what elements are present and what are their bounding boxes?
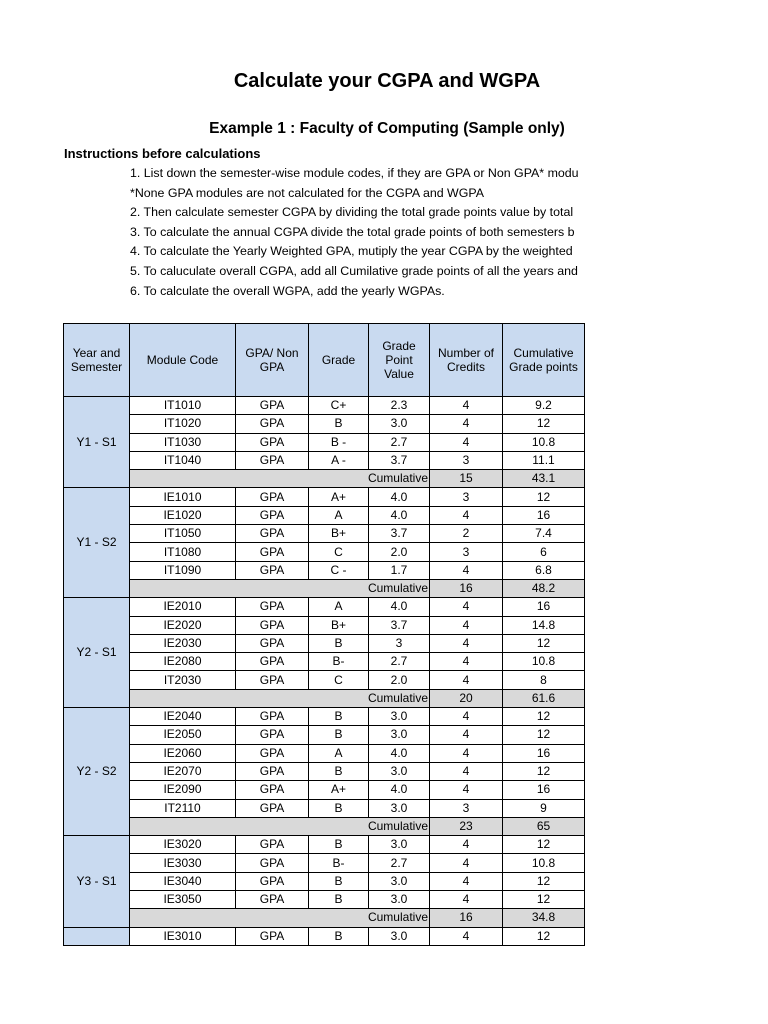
cell-credits: 4 (430, 891, 503, 909)
cell-module-code: IT1080 (130, 543, 236, 561)
cell-credits: 2 (430, 525, 503, 543)
table-row (64, 708, 585, 726)
cell-grade-point: 1.7 (369, 561, 430, 579)
cell-grade: A (309, 506, 369, 524)
cell-module-code: IT2030 (130, 671, 236, 689)
cell-grade: B (309, 762, 369, 780)
cell-module-code: IE1010 (130, 488, 236, 506)
cell-module-code: IE2050 (130, 726, 236, 744)
instruction-item: 6. To calculate the overall WGPA, add the yearly WGPAs. (130, 283, 445, 298)
cell-cumulative-points: 12 (503, 634, 585, 652)
cell-module-code: IT1090 (130, 561, 236, 579)
cell-credits: 4 (430, 927, 503, 945)
cumulative-grade-points: 34.8 (503, 909, 585, 927)
cell-grade: B (309, 799, 369, 817)
cell-cumulative-points: 12 (503, 762, 585, 780)
cell-cumulative-points: 16 (503, 781, 585, 799)
table-row (64, 927, 585, 945)
cell-grade-point: 4.0 (369, 781, 430, 799)
cell-gpa-type: GPA (236, 397, 309, 415)
cell-cumulative-points: 11.1 (503, 451, 585, 469)
cell-grade-point: 3.0 (369, 415, 430, 433)
cumulative-row (64, 909, 585, 927)
cell-cumulative-points: 12 (503, 872, 585, 890)
instruction-item: 5. To caluculate overall CGPA, add all Cumilative grade points of all the years and (130, 263, 578, 278)
cell-gpa-type: GPA (236, 836, 309, 854)
cell-grade-point: 3.0 (369, 799, 430, 817)
cell-credits: 4 (430, 415, 503, 433)
cumulative-label: Cumulative (130, 579, 430, 597)
cell-grade: B (309, 891, 369, 909)
cumulative-row (64, 470, 585, 488)
cell-credits: 4 (430, 836, 503, 854)
cell-grade-point: 2.7 (369, 854, 430, 872)
semester-label (64, 927, 130, 945)
table-row (64, 415, 585, 433)
table-row (64, 634, 585, 652)
cell-cumulative-points: 16 (503, 506, 585, 524)
cell-module-code: IE3050 (130, 891, 236, 909)
cell-grade: C - (309, 561, 369, 579)
cell-gpa-type: GPA (236, 525, 309, 543)
cell-cumulative-points: 16 (503, 744, 585, 762)
cell-gpa-type: GPA (236, 872, 309, 890)
cumulative-credits: 23 (430, 817, 503, 835)
table-row (64, 433, 585, 451)
header-module-code: Module Code (130, 324, 236, 397)
cell-gpa-type: GPA (236, 561, 309, 579)
cell-grade-point: 2.7 (369, 653, 430, 671)
header-cumulative: Cumulative Grade points (503, 324, 585, 397)
cell-module-code: IT1010 (130, 397, 236, 415)
cell-credits: 4 (430, 671, 503, 689)
cell-cumulative-points: 12 (503, 726, 585, 744)
cumulative-label: Cumulative (130, 909, 430, 927)
cell-credits: 4 (430, 653, 503, 671)
cell-credits: 3 (430, 451, 503, 469)
cell-credits: 3 (430, 488, 503, 506)
cumulative-credits: 20 (430, 689, 503, 707)
cell-cumulative-points: 8 (503, 671, 585, 689)
semester-label: Y1 - S1 (64, 397, 130, 488)
cumulative-label: Cumulative (130, 470, 430, 488)
cell-grade-point: 3.0 (369, 708, 430, 726)
cell-grade: B+ (309, 525, 369, 543)
cell-grade-point: 3.0 (369, 836, 430, 854)
instructions-heading: Instructions before calculations (64, 146, 261, 161)
cell-cumulative-points: 7.4 (503, 525, 585, 543)
cell-credits: 4 (430, 397, 503, 415)
cell-cumulative-points: 9.2 (503, 397, 585, 415)
cell-cumulative-points: 12 (503, 415, 585, 433)
table-row (64, 451, 585, 469)
table-row (64, 488, 585, 506)
cell-module-code: IE2080 (130, 653, 236, 671)
cell-gpa-type: GPA (236, 744, 309, 762)
cell-grade: A (309, 598, 369, 616)
cell-module-code: IT1050 (130, 525, 236, 543)
cell-grade-point: 3.7 (369, 616, 430, 634)
table-row (64, 726, 585, 744)
cell-grade: A+ (309, 781, 369, 799)
cell-module-code: IE3010 (130, 927, 236, 945)
cell-grade-point: 3.7 (369, 525, 430, 543)
table-row (64, 671, 585, 689)
cell-cumulative-points: 10.8 (503, 653, 585, 671)
cell-grade: B- (309, 854, 369, 872)
cell-credits: 4 (430, 854, 503, 872)
cell-grade-point: 2.0 (369, 543, 430, 561)
cell-grade-point: 3.7 (369, 451, 430, 469)
cell-grade: A (309, 744, 369, 762)
cell-gpa-type: GPA (236, 671, 309, 689)
table-row (64, 397, 585, 415)
cell-module-code: IT2110 (130, 799, 236, 817)
cell-module-code: IE2010 (130, 598, 236, 616)
table-row (64, 543, 585, 561)
cell-gpa-type: GPA (236, 433, 309, 451)
header-gpa-type: GPA/ Non GPA (236, 324, 309, 397)
cell-gpa-type: GPA (236, 616, 309, 634)
header-grade-point: Grade Point Value (369, 324, 430, 397)
cell-credits: 4 (430, 708, 503, 726)
cell-credits: 4 (430, 433, 503, 451)
cell-module-code: IE2090 (130, 781, 236, 799)
table-row (64, 799, 585, 817)
cell-gpa-type: GPA (236, 506, 309, 524)
cell-cumulative-points: 12 (503, 488, 585, 506)
cell-grade: B (309, 708, 369, 726)
cell-grade-point: 2.3 (369, 397, 430, 415)
instruction-item: *None GPA modules are not calculated for the CGPA and WGPA (130, 185, 485, 200)
cell-credits: 4 (430, 634, 503, 652)
semester-label: Y2 - S2 (64, 708, 130, 836)
semester-label: Y1 - S2 (64, 488, 130, 598)
cell-gpa-type: GPA (236, 854, 309, 872)
cell-cumulative-points: 14.8 (503, 616, 585, 634)
cell-grade: A - (309, 451, 369, 469)
cumulative-label: Cumulative (130, 817, 430, 835)
table-row (64, 836, 585, 854)
cell-credits: 4 (430, 872, 503, 890)
cell-grade-point: 3.0 (369, 927, 430, 945)
cumulative-grade-points: 65 (503, 817, 585, 835)
header-grade: Grade (309, 324, 369, 397)
cell-grade-point: 4.0 (369, 488, 430, 506)
cell-grade: C (309, 671, 369, 689)
cell-gpa-type: GPA (236, 488, 309, 506)
cumulative-label: Cumulative (130, 689, 430, 707)
cell-gpa-type: GPA (236, 598, 309, 616)
cell-gpa-type: GPA (236, 653, 309, 671)
cell-gpa-type: GPA (236, 799, 309, 817)
cell-gpa-type: GPA (236, 762, 309, 780)
cell-credits: 4 (430, 616, 503, 634)
table-row (64, 616, 585, 634)
cell-module-code: IE2060 (130, 744, 236, 762)
instruction-item: 3. To calculate the annual CGPA divide the total grade points of both semesters b (130, 224, 575, 239)
cell-grade: B+ (309, 616, 369, 634)
cell-grade-point: 3 (369, 634, 430, 652)
instruction-item: 2. Then calculate semester CGPA by dividing the total grade points value by total (130, 205, 574, 220)
table-row (64, 598, 585, 616)
semester-label: Y3 - S1 (64, 836, 130, 927)
cell-module-code: IE2040 (130, 708, 236, 726)
cell-gpa-type: GPA (236, 726, 309, 744)
grades-table (63, 323, 585, 946)
cell-grade: B - (309, 433, 369, 451)
cumulative-row (64, 817, 585, 835)
cell-cumulative-points: 10.8 (503, 433, 585, 451)
cell-grade-point: 2.0 (369, 671, 430, 689)
cell-cumulative-points: 9 (503, 799, 585, 817)
cell-grade: B (309, 634, 369, 652)
cell-credits: 4 (430, 762, 503, 780)
cumulative-row (64, 689, 585, 707)
cell-gpa-type: GPA (236, 891, 309, 909)
instruction-item: 1. List down the semester-wise module codes, if they are GPA or Non GPA* modu (130, 166, 579, 180)
cell-grade: B (309, 415, 369, 433)
cell-module-code: IT1040 (130, 451, 236, 469)
table-row (64, 525, 585, 543)
table-row (64, 891, 585, 909)
cumulative-grade-points: 43.1 (503, 470, 585, 488)
instructions-list (130, 164, 585, 301)
cumulative-row (64, 579, 585, 597)
cell-gpa-type: GPA (236, 927, 309, 945)
cell-credits: 4 (430, 506, 503, 524)
cell-grade-point: 4.0 (369, 744, 430, 762)
cell-module-code: IE2020 (130, 616, 236, 634)
cell-credits: 3 (430, 543, 503, 561)
cumulative-grade-points: 61.6 (503, 689, 585, 707)
cell-gpa-type: GPA (236, 634, 309, 652)
cell-gpa-type: GPA (236, 708, 309, 726)
cell-grade-point: 3.0 (369, 762, 430, 780)
cell-credits: 4 (430, 781, 503, 799)
cell-gpa-type: GPA (236, 415, 309, 433)
cell-module-code: IE2070 (130, 762, 236, 780)
cell-cumulative-points: 12 (503, 708, 585, 726)
semester-label: Y2 - S1 (64, 598, 130, 708)
cell-cumulative-points: 12 (503, 927, 585, 945)
table-row (64, 781, 585, 799)
cell-grade-point: 4.0 (369, 598, 430, 616)
cell-cumulative-points: 10.8 (503, 854, 585, 872)
cell-module-code: IE2030 (130, 634, 236, 652)
cell-grade: C+ (309, 397, 369, 415)
cell-credits: 4 (430, 561, 503, 579)
cell-credits: 4 (430, 598, 503, 616)
cell-module-code: IE3020 (130, 836, 236, 854)
cell-gpa-type: GPA (236, 543, 309, 561)
table-row (64, 744, 585, 762)
table-header-row (64, 324, 585, 397)
cell-cumulative-points: 16 (503, 598, 585, 616)
cell-credits: 4 (430, 726, 503, 744)
table-row (64, 561, 585, 579)
cell-module-code: IE1020 (130, 506, 236, 524)
cell-credits: 4 (430, 744, 503, 762)
cumulative-grade-points: 48.2 (503, 579, 585, 597)
cell-grade-point: 3.0 (369, 726, 430, 744)
table-row (64, 872, 585, 890)
cell-credits: 3 (430, 799, 503, 817)
cumulative-credits: 15 (430, 470, 503, 488)
cell-gpa-type: GPA (236, 451, 309, 469)
cell-module-code: IE3040 (130, 872, 236, 890)
cell-grade: C (309, 543, 369, 561)
cell-grade-point: 4.0 (369, 506, 430, 524)
instruction-item: 4. To calculate the Yearly Weighted GPA, mutiply the year CGPA by the weighted (130, 244, 573, 259)
cell-grade-point: 3.0 (369, 872, 430, 890)
cell-grade: B (309, 726, 369, 744)
cell-module-code: IT1030 (130, 433, 236, 451)
table-row (64, 854, 585, 872)
table-row (64, 653, 585, 671)
header-year-semester: Year and Semester (64, 324, 130, 397)
page-title: Calculate your CGPA and WGPA (233, 70, 541, 92)
table-row (64, 506, 585, 524)
table-row (64, 762, 585, 780)
cell-grade-point: 2.7 (369, 433, 430, 451)
cell-cumulative-points: 12 (503, 836, 585, 854)
cell-cumulative-points: 6 (503, 543, 585, 561)
cell-grade: B (309, 927, 369, 945)
example-subtitle: Example 1 : Faculty of Computing (Sample only) (209, 120, 565, 137)
cell-cumulative-points: 6.8 (503, 561, 585, 579)
cell-grade: B (309, 872, 369, 890)
cell-gpa-type: GPA (236, 781, 309, 799)
cell-module-code: IT1020 (130, 415, 236, 433)
cumulative-credits: 16 (430, 909, 503, 927)
header-credits: Number of Credits (430, 324, 503, 397)
cell-grade: A+ (309, 488, 369, 506)
cell-grade: B (309, 836, 369, 854)
cell-grade-point: 3.0 (369, 891, 430, 909)
cumulative-credits: 16 (430, 579, 503, 597)
cell-cumulative-points: 12 (503, 891, 585, 909)
cell-module-code: IE3030 (130, 854, 236, 872)
cell-grade: B- (309, 653, 369, 671)
